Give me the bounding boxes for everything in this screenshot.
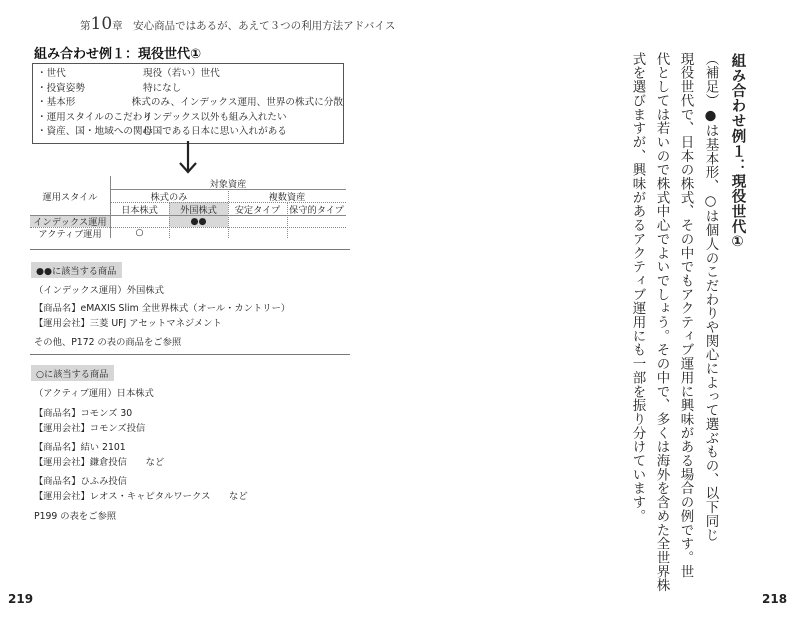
product-line: 【商品名】eMAXIS Slim 全世界株式（オール・カントリー） [34,303,291,314]
asset-style-grid [30,176,346,238]
grid-line [30,227,346,228]
grid-line [30,215,346,216]
profile-row-basic [37,96,343,111]
profile-key: ・基本形 [37,97,76,108]
product-line: 【商品名】ひふみ投信 [34,476,127,487]
profile-key: ・世代 [37,68,66,79]
product-line: 【運用会社】三菱 UFJ アセットマネジメント [34,318,222,329]
profile-key: ・資産、国・地域への関心 [37,126,153,137]
product-line: 【運用会社】鎌倉投信 など [34,457,165,468]
grid-col-foreign-stocks: 外国株式 [169,202,228,215]
profile-value: 株式のみ、インデックス運用、世界の株式に分散 [131,97,343,108]
section-divider [30,354,350,355]
profile-row-stance [37,82,343,97]
product-line: 【商品名】結い 2101 [34,442,126,453]
product-line: （インデックス運用）外国株式 [34,285,164,296]
section-divider [30,249,350,250]
grid-col-conservative-type: 保守的タイプ [289,204,344,216]
profile-row-interest [37,125,343,140]
grid-style-header: 運用スタイル [42,192,98,203]
profile-value: 母国である日本に思い入れがある [143,126,287,137]
grid-row-index: インデックス運用 [30,215,110,227]
product-heading-active: ○に該当する商品 [31,365,114,381]
product-heading-index: ●●に該当する商品 [31,262,122,278]
grid-line [287,202,288,238]
vertical-section-title: 組み合わせ例１：現役世代① [729,53,746,251]
product-line: 【運用会社】コモンズ投信 [34,423,146,434]
chapter-prefix: 第 [80,20,91,32]
grid-row-active: アクティブ運用 [38,228,102,240]
grid-line [169,202,170,238]
page-number-right: 218 [762,592,788,606]
product-line: 【運用会社】レオス・キャピタルワークス など [34,491,248,502]
down-arrow-icon [176,140,200,176]
grid-mark-active-japan: ○ [135,227,144,238]
chapter-header [80,14,396,34]
profile-value: 特になし [143,82,182,94]
chapter-title: 章 安心商品ではあるが、あえて３つの利用方法アドバイス [112,20,396,32]
grid-line [228,189,229,238]
grid-line [110,176,111,238]
profile-row-generation [37,67,343,82]
grid-mark-index-foreign: ●● [169,215,228,227]
profile-key: ・運用スタイルのこだわり [37,111,152,123]
grid-target-assets-header: 対象資産 [209,178,247,190]
vertical-text-column: 代としては若いので株式中心でよいでしょう。その中で、多くは海外を含めた全世界株 [653,52,670,593]
profile-row-style [37,111,343,126]
vertical-text-column: （補足）●は基本形、○は個人のこだわりや関心によって選ぶもの、以下同じ [702,52,719,542]
vertical-text-column: 現役世代で、日本の株式、その中でもアクティブ運用に興味がある場合の例です。世 [677,52,694,579]
product-line: その他、P172 の表の商品をご参照 [34,337,182,348]
section-title: 組み合わせ例１：現役世代① [34,47,202,62]
profile-value: 現役（若い）世代 [143,68,220,79]
grid-multi-asset-header: 複数資産 [268,191,306,203]
profile-value: インデックス以外も組み入れたい [143,111,287,123]
grid-col-japan-stocks: 日本株式 [121,204,158,216]
product-line: 【商品名】コモンズ 30 [34,408,133,419]
profile-key: ・投資姿勢 [37,82,85,94]
product-line: （アクティブ運用）日本株式 [34,388,154,399]
chapter-number: 10 [90,14,113,34]
right-page [400,0,800,622]
investor-profile-box [32,63,344,144]
product-line: P199 の表をご参照 [34,511,117,522]
grid-col-stable-type: 安定タイプ [234,204,281,216]
grid-stocks-only-header: 株式のみ [150,191,188,203]
vertical-text-column: 式を選びますが、興味があるアクティブ運用にも一部を振り分けています。 [629,52,646,523]
page-number-left: 219 [8,592,34,606]
